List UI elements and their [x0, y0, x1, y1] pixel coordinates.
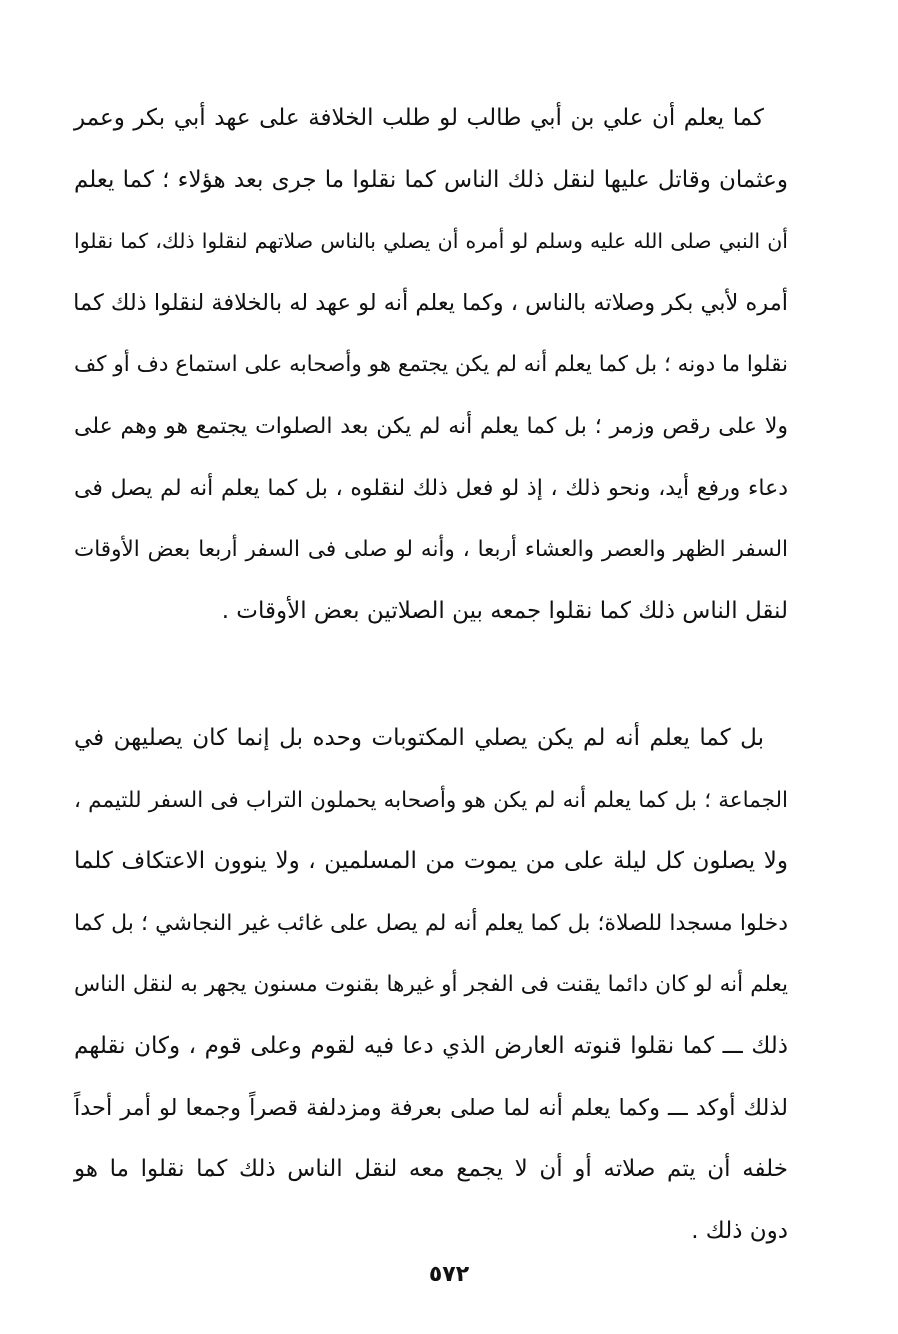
text-line: نقلوا ما دونه ؛ بل كما يعلم أنه لم يكن يجتمع هو وأصحابه على استماع دف أو كف — [74, 352, 788, 378]
text-line: دعاء ورفع أيد، ونحو ذلك ، إذ لو فعل ذلك لنقلوه ، بل كما يعلم أنه لم يصل فى — [74, 475, 788, 501]
text-line: كما يعلم أن علي بن أبي طالب لو طلب الخلافة على عهد أبي بكر وعمر — [74, 105, 764, 131]
text-line: دخلوا مسجدا للصلاة؛ بل كما يعلم أنه لم يصل على غائب غير النجاشي ؛ بل كما — [74, 910, 788, 936]
paragraph-1 — [74, 88, 788, 642]
text-line: ولا يصلون كل ليلة على من يموت من المسلمين ، ولا ينوون الاعتكاف كلما — [74, 848, 788, 875]
text-line: الجماعة ؛ بل كما يعلم أنه لم يكن هو وأصحابه يحملون التراب فى السفر للتيمم ، — [74, 787, 788, 813]
text-line: وعثمان وقاتل عليها لنقل ذلك الناس كما نقلوا ما جرى بعد هؤلاء ؛ كما يعلم — [74, 166, 788, 193]
text-line: أن النبي صلى الله عليه وسلم لو أمره أن يصلي بالناس صلاتهم لنقلوا ذلك، كما نقلوا — [74, 229, 788, 254]
paragraph-2 — [74, 708, 788, 1262]
text-line: دون ذلك . — [691, 1217, 788, 1244]
page-number: ٥٧٢ — [428, 1262, 470, 1287]
text-line: لذلك أوكد ـــ وكما يعلم أنه لما صلى بعرفة ومزدلفة قصراً وجمعا لو أمر أحداً — [74, 1094, 788, 1121]
text-line: خلفه أن يتم صلاته أو أن لا يجمع معه لنقل الناس ذلك كما نقلوا ما هو — [74, 1156, 788, 1183]
text-line: ولا على رقص وزمر ؛ بل كما يعلم أنه لم يكن بعد الصلوات يجتمع هو وهم على — [74, 413, 788, 439]
text-line: يعلم أنه لو كان دائما يقنت فى الفجر أو غيرها بقنوت مسنون يجهر به لنقل الناس — [74, 972, 788, 998]
text-line: بل كما يعلم أنه لم يكن يصلي المكتوبات وحده بل إنما كان يصليهن في — [74, 725, 764, 751]
text-line: ذلك ـــ كما نقلوا قنوته العارض الذي دعا فيه لقوم وعلى قوم ، وكان نقلهم — [74, 1032, 788, 1059]
text-line: السفر الظهر والعصر والعشاء أربعا ، وأنه لو صلى فى السفر أربعا بعض الأوقات — [74, 537, 788, 563]
text-line: أمره لأبي بكر وصلاته بالناس ، وكما يعلم أنه لو عهد له بالخلافة لنقلوا ذلك كما — [73, 289, 788, 316]
text-line: لنقل الناس ذلك كما نقلوا جمعه بين الصلاتين بعض الأوقات . — [221, 597, 788, 624]
